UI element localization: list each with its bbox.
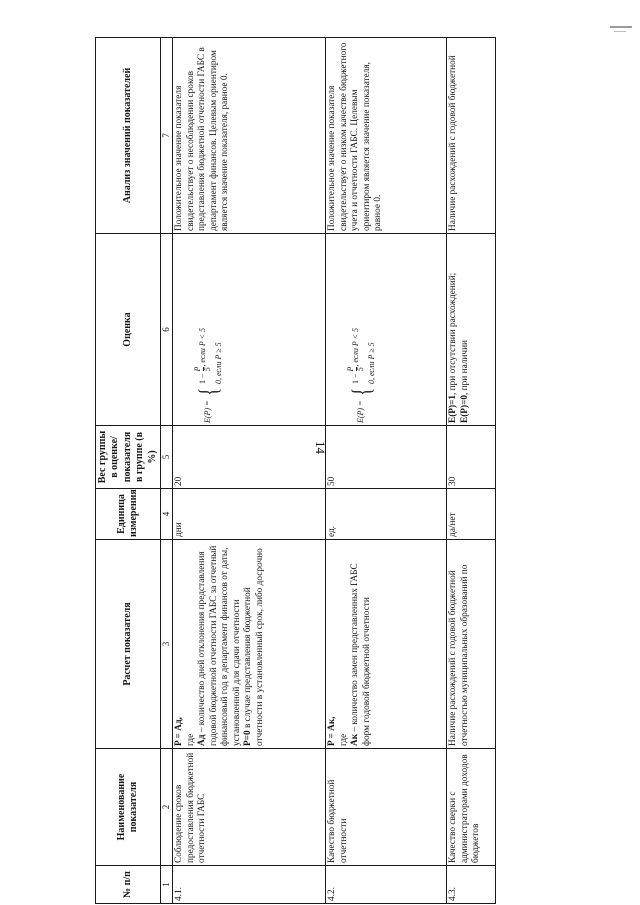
header-calc: Расчет показателя <box>96 540 161 749</box>
column-number-row <box>160 38 172 904</box>
column-number: 3 <box>160 540 172 749</box>
weight: 50 <box>326 426 447 489</box>
score-frac-num: P <box>346 366 356 372</box>
calc-description: – количество замен представленных ГАБС форм годовой бюджетной отчетности <box>350 563 372 746</box>
column-number: 4 <box>160 489 172 540</box>
analysis: Наличие расхождений с годовой бюджетной <box>447 38 496 234</box>
score-case1-cond: , если P < 5 <box>198 327 208 367</box>
calc-note: в случае представления бюджетной отчетности в установленный срок, либо досрочно <box>243 548 265 746</box>
header-score: Оценка <box>96 234 161 426</box>
weight: 20 <box>173 426 326 489</box>
header-analysis: Анализ значений показателей <box>96 38 161 234</box>
unit: ед. <box>326 489 447 540</box>
analysis: Положительное значение показателя свидетельствует о низком качестве бюджетного учета и отчетности ГАБС. Целевым ориентиром является значение показателя, равное 0. <box>326 38 447 234</box>
analysis: Положительное значение показателя свидетельствует о несоблюдении сроков представления бюджетной отчетности ГАБС в департамент финансов. Целевым ориентиром является значение показателя, равное 0. <box>173 38 326 234</box>
score-line2-value: E(P)=0 <box>459 394 470 423</box>
indicator-calculation <box>326 540 447 749</box>
score-case1-cond: , если P < 5 <box>351 327 361 367</box>
row-number: 4.3. <box>447 866 496 904</box>
unit: да/нет <box>447 489 496 540</box>
score-formula <box>447 234 496 426</box>
calc-formula: P = Ад, <box>174 717 185 746</box>
score-formula <box>326 234 447 426</box>
header-num: № п/п <box>96 866 161 904</box>
header-weight: Вес группы в оценке/показателя в группе (в %) <box>96 426 161 489</box>
score-case2: 0, если P ≥ 5 <box>213 342 223 385</box>
brace-symbol: { <box>346 388 376 397</box>
score-case1-pre: 1 − <box>351 373 361 385</box>
header-unit: Единица измерения <box>96 489 161 540</box>
header-row <box>96 38 161 904</box>
score-case2: 0, если P ≥ 5 <box>366 342 376 385</box>
unit: дни <box>173 489 326 540</box>
indicator-calculation <box>173 540 326 749</box>
score-formula <box>173 234 326 426</box>
calc-where: где <box>185 733 196 746</box>
calc-note-value: P=0 <box>243 730 254 746</box>
calc-variable: Ад <box>197 734 208 746</box>
calc-variable: Ак <box>350 733 361 746</box>
score-lhs: E(P) = <box>356 400 366 423</box>
score-lhs: E(P) = <box>203 400 213 423</box>
column-number: 6 <box>160 234 172 426</box>
calc-where: где <box>338 733 349 746</box>
indicator-name: Качество бюджетной отчетности <box>326 749 447 866</box>
indicator-name: Качество сверки с администраторами доходов бюджетов <box>447 749 496 866</box>
table-row <box>447 38 496 904</box>
page-content <box>95 38 507 904</box>
indicators-table <box>95 37 496 904</box>
score-line1: , при отсутствии расхождений; <box>448 272 459 395</box>
column-number: 5 <box>160 426 172 489</box>
weight: 30 <box>447 426 496 489</box>
column-number: 1 <box>160 866 172 904</box>
column-number: 7 <box>160 38 172 234</box>
calc-formula: P = Ак, <box>327 716 338 746</box>
score-case1-pre: 1 − <box>198 373 208 385</box>
indicator-calculation: Наличие расхождений с годовой бюджетной отчетностью муниципальных образований по <box>447 540 496 749</box>
score-frac-den: 5 <box>355 367 365 372</box>
row-number: 4.1. <box>173 866 326 904</box>
rotated-page <box>95 38 507 904</box>
calc-description: – количество дней отклонения представления годовой бюджетной отчетности ГАБС за отчетный финансовый год в департамент финансов от даты, установленной для сдачи отчетности <box>197 545 242 746</box>
score-line2: , при наличии <box>459 339 470 395</box>
score-frac-den: 5 <box>202 367 212 372</box>
table-row <box>326 38 447 904</box>
indicator-name: Соблюдение сроков предоставления бюджетной отчетности ГАБС <box>173 749 326 866</box>
score-line1-value: E(P)=1 <box>448 394 459 423</box>
brace-symbol: { <box>193 388 223 397</box>
header-name: Наименование показателя <box>96 749 161 866</box>
scan-mark <box>614 31 626 32</box>
row-number: 4.2. <box>326 866 447 904</box>
page-number: 14 <box>313 441 328 454</box>
column-number: 2 <box>160 749 172 866</box>
table-row <box>173 38 326 904</box>
scan-mark <box>610 26 632 28</box>
score-frac-num: P <box>193 366 203 372</box>
